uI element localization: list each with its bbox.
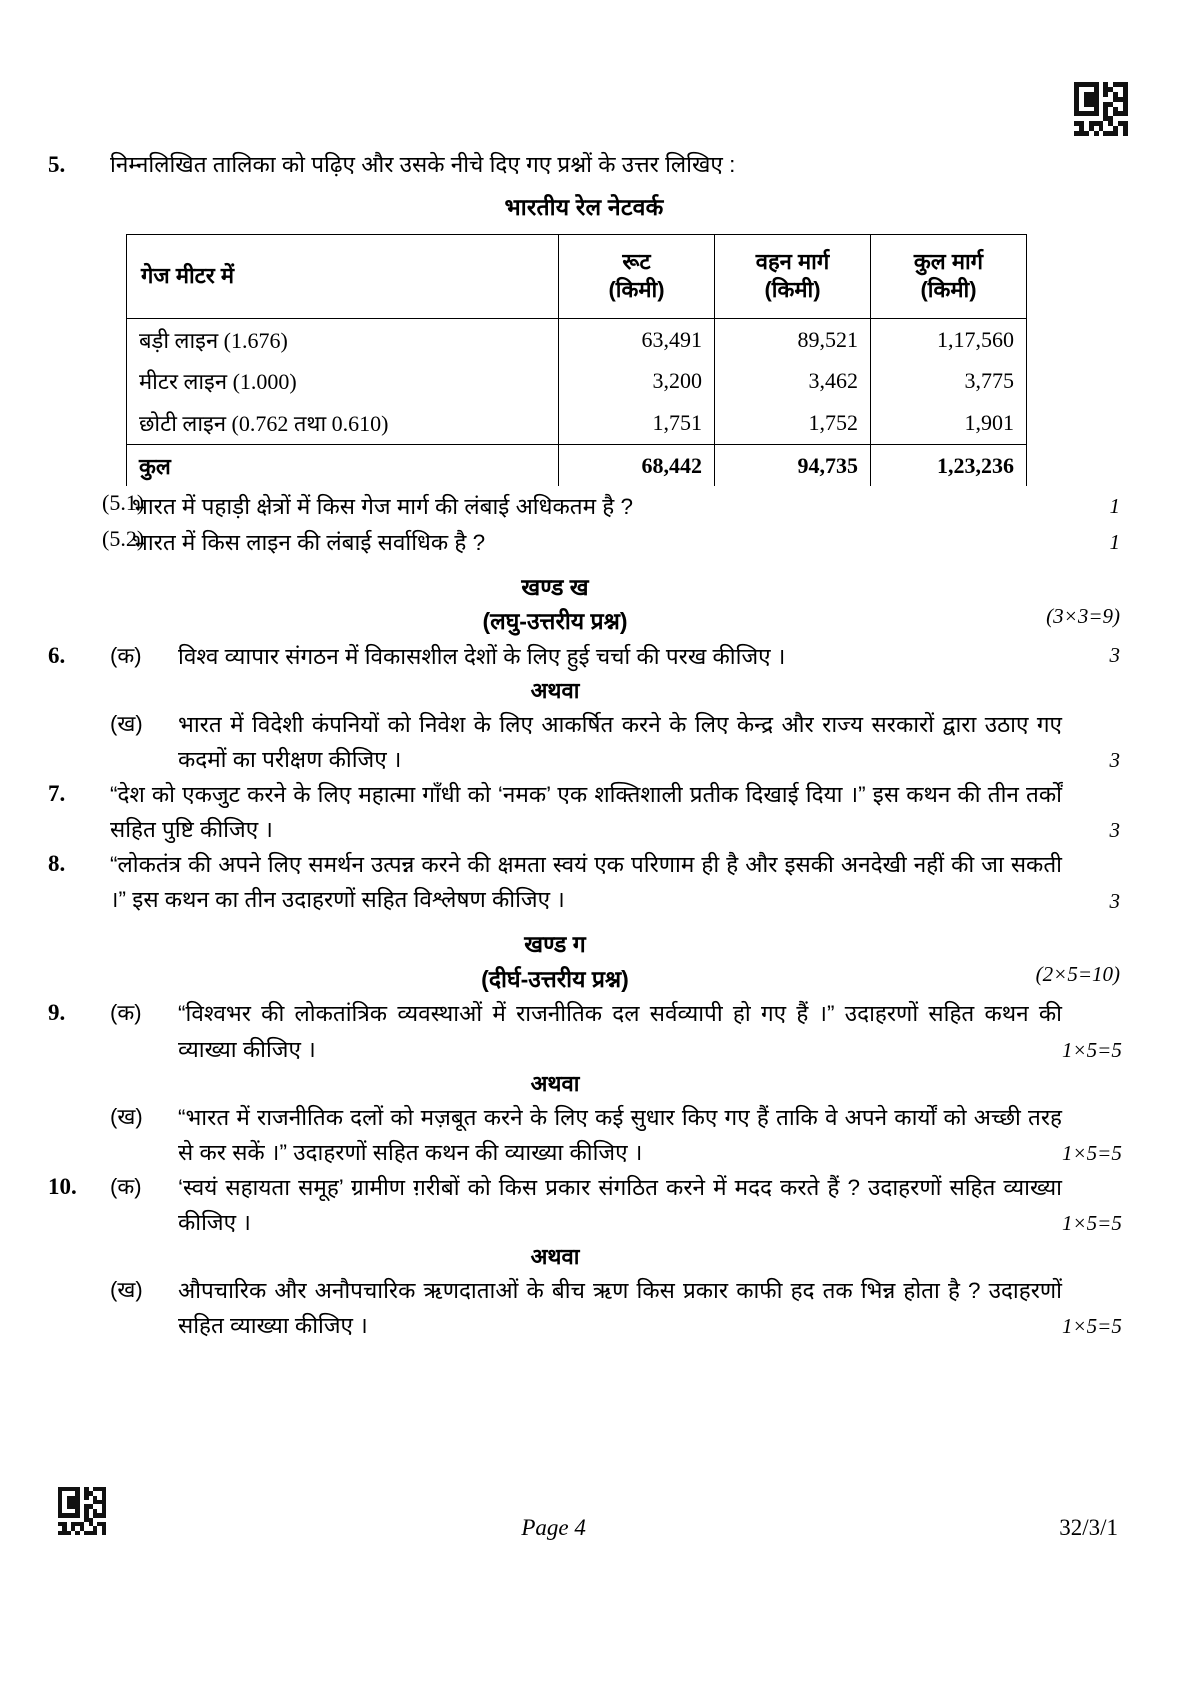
section-b-header <box>48 570 1120 639</box>
total-label: कुल <box>127 444 559 486</box>
question-7 <box>48 777 1120 847</box>
question-text: “देश को एकजुट करने के लिए महात्मा गाँधी को ‘नमक’ एक शक्तिशाली प्रतीक दिखाई दिया ।” इस कथन की तीन तर्कों सहित पुष्टि कीजिए । <box>110 782 1062 843</box>
question-number: 10. <box>48 1173 77 1199</box>
question-number: 5. <box>48 152 66 177</box>
question-text: “भारत में राजनीतिक दलों को मज़बूत करने के लिए कई सुधार किए गए हैं ताकि वे अपने कार्यों को अच्छी तरह से कर सकें ।” उदाहरणों सहित कथन की व्याख्या कीजिए । <box>178 1104 1062 1165</box>
table-header-total <box>871 234 1027 318</box>
row-route: 1,751 <box>559 402 715 444</box>
table-row <box>127 402 1027 444</box>
question-number: 8. <box>48 851 66 877</box>
rail-network-table <box>126 234 1027 487</box>
question-text: “लोकतंत्र की अपने लिए समर्थन उत्पन्न करने की क्षमता स्वयं एक परिणाम ही है और इसकी अनदेखी नहीं की जा सकती ।” इस कथन का तीन उदाहरणों सहित विश्लेषण कीजिए । <box>110 852 1062 913</box>
question-text: औपचारिक और अनौपचारिक ऋणदाताओं के बीच ऋण किस प्रकार काफी हद तक भिन्न होता है ? उदाहरणों सहित व्याख्या कीजिए । <box>178 1277 1062 1339</box>
row-total: 3,775 <box>871 360 1027 402</box>
row-label: छोटी लाइन (0.762 तथा 0.610) <box>127 402 559 444</box>
question-part-label: (क) <box>110 1000 142 1026</box>
marks: 3 <box>1109 818 1120 843</box>
question-part-label: (ख) <box>110 1103 143 1129</box>
row-total: 1,901 <box>871 402 1027 444</box>
section-c-marks: (2×5=10) <box>1035 961 1120 986</box>
total-total: 1,23,236 <box>871 444 1027 486</box>
table-header-row <box>127 234 1027 318</box>
table-row <box>127 360 1027 402</box>
marks: 1 <box>1109 530 1120 554</box>
marks: 1×5=5 <box>1062 1211 1122 1236</box>
row-route: 3,200 <box>559 360 715 402</box>
section-b-name: खण्ड ख <box>521 573 589 600</box>
question-text: भारत में विदेशी कंपनियों को निवेश के लिए आकर्षित करने के लिए केन्द्र और राज्य सरकारों द्वारा उठाए गए कदमों का परीक्षण कीजिए । <box>178 711 1062 772</box>
table-header-total-line1: कुल मार्ग <box>913 249 984 275</box>
table-title: भारतीय रेल नेटवर्क <box>504 193 664 220</box>
table-header-route <box>559 234 715 318</box>
table-total-row <box>127 444 1027 486</box>
marks: 3 <box>1109 748 1120 773</box>
marks: 3 <box>1109 642 1120 667</box>
table-header-running-line2: (किमी) <box>764 277 821 303</box>
marks: 1 <box>1109 494 1120 519</box>
total-route: 68,442 <box>559 444 715 486</box>
question-6-alt <box>48 707 1120 777</box>
row-label: मीटर लाइन (1.000) <box>127 360 559 402</box>
sub-question-label: (5.2) <box>102 526 145 551</box>
row-running: 1,752 <box>715 402 871 444</box>
table-header-route-line2: (किमी) <box>608 277 665 303</box>
question-text: ‘स्वयं सहायता समूह’ ग्रामीण ग़रीबों को किस प्रकार संगठित करने में मदद करते हैं ? उदाहरणों सहित व्याख्या कीजिए । <box>178 1174 1062 1235</box>
question-9 <box>48 996 1120 1066</box>
question-9-alt <box>48 1100 1120 1170</box>
question-5-2 <box>48 526 1120 560</box>
total-running: 94,735 <box>715 444 871 486</box>
section-c-header <box>48 927 1120 996</box>
table-header-total-line2: (किमी) <box>920 277 977 303</box>
section-c-name: खण्ड ग <box>524 931 586 958</box>
table-header-running-line1: वहन मार्ग <box>755 249 830 275</box>
marks: 3 <box>1109 888 1120 913</box>
marks: 1×5=5 <box>1062 1314 1122 1339</box>
question-5-1 <box>48 490 1120 524</box>
question-part-label: (ख) <box>110 1276 143 1302</box>
row-running: 3,462 <box>715 360 871 402</box>
question-text: विश्व व्यापार संगठन में विकासशील देशों के लिए हुई चर्चा की परख कीजिए । <box>178 643 786 669</box>
question-10-alt <box>48 1273 1120 1343</box>
or-label: अथवा <box>530 677 580 703</box>
section-c-subtitle: (दीर्घ-उत्तरीय प्रश्न) <box>481 965 629 992</box>
row-running: 89,521 <box>715 318 871 360</box>
row-label: बड़ी लाइन (1.676) <box>127 318 559 360</box>
or-label: अथवा <box>530 1070 580 1096</box>
sub-question-label: (5.1) <box>102 490 145 516</box>
question-6 <box>48 639 1120 674</box>
or-label: अथवा <box>530 1243 580 1269</box>
sub-question-text: भारत में किस लाइन की लंबाई सर्वाधिक है ? <box>132 530 486 555</box>
table-header-route-line1: रूट <box>622 249 651 275</box>
paper-code: 32/3/1 <box>1059 1515 1118 1540</box>
row-route: 63,491 <box>559 318 715 360</box>
question-number: 6. <box>48 642 66 668</box>
section-b-subtitle: (लघु-उत्तरीय प्रश्न) <box>482 608 628 635</box>
marks: 1×5=5 <box>1062 1141 1122 1166</box>
question-prompt: निम्नलिखित तालिका को पढ़िए और उसके नीचे दिए गए प्रश्नों के उत्तर लिखिए : <box>110 152 736 177</box>
question-10 <box>48 1170 1120 1240</box>
table-header-gauge: गेज मीटर में <box>127 234 559 318</box>
question-number: 9. <box>48 1000 66 1026</box>
question-5 <box>48 148 1120 182</box>
sub-question-text: भारत में पहाड़ी क्षेत्रों में किस गेज मार्ग की लंबाई अधिकतम है ? <box>132 494 633 520</box>
question-part-label: (क) <box>110 642 142 668</box>
question-number: 7. <box>48 781 66 807</box>
question-number-spacer <box>48 707 110 708</box>
row-total: 1,17,560 <box>871 318 1027 360</box>
marks: 1×5=5 <box>1062 1037 1122 1062</box>
table-header-running <box>715 234 871 318</box>
page-number-label: Page 4 <box>521 1515 586 1540</box>
question-part-label: (क) <box>110 1173 142 1199</box>
page-footer <box>0 1515 1190 1541</box>
section-b-marks: (3×3=9) <box>1046 604 1120 629</box>
question-number-spacer <box>48 1273 110 1274</box>
table-row <box>127 318 1027 360</box>
question-number-spacer <box>48 1100 110 1101</box>
question-8 <box>48 847 1120 917</box>
question-text: “विश्वभर की लोकतांत्रिक व्यवस्थाओं में राजनीतिक दल सर्वव्यापी हो गए हैं ।” उदाहरणों सहित कथन की व्याख्या कीजिए । <box>178 1001 1062 1062</box>
question-part-label: (ख) <box>110 710 143 736</box>
